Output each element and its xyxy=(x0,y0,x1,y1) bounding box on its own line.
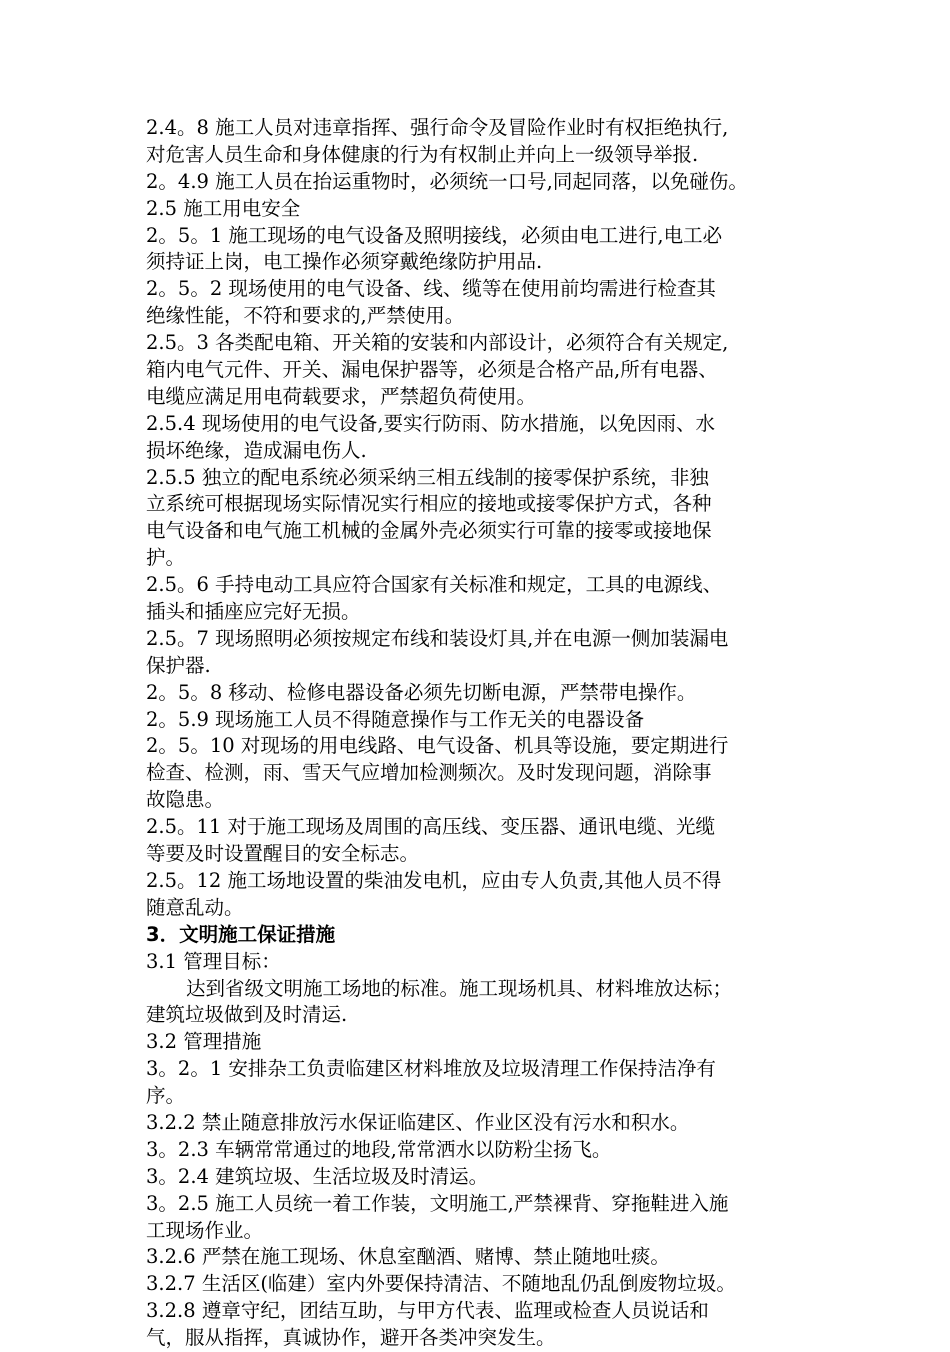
section-heading-3-2: 3.2 管理措施 xyxy=(146,1030,262,1054)
text-line: 插头和插座应完好无损。 xyxy=(146,600,361,624)
text-line: 3.2.6 严禁在施工现场、休息室酗酒、赌博、禁止随地吐痰。 xyxy=(146,1245,670,1269)
text-line: 气，服从指挥，真诚协作，避开各类冲突发生。 xyxy=(146,1326,556,1350)
section-heading-3: 3．文明施工保证措施 xyxy=(146,922,336,946)
text-line: 故隐患。 xyxy=(146,788,225,812)
text-line: 3。2.3 车辆常常通过的地段,常常洒水以防粉尘扬飞。 xyxy=(146,1137,612,1161)
text-line: 2.5.5 独立的配电系统必须采纳三相五线制的接零保护系统，非独 xyxy=(146,465,709,489)
text-line: 损坏绝缘，造成漏电伤人. xyxy=(146,438,367,462)
text-line: 对危害人员生命和身体健康的行为有权制止并向上一级领导举报. xyxy=(146,142,699,166)
text-line: 3.2.2 禁止随意排放污水保证临建区、作业区没有污水和积水。 xyxy=(146,1110,690,1134)
text-line: 2。5。2 现场使用的电气设备、线、缆等在使用前均需进行检查其 xyxy=(146,277,716,301)
text-line: 2。5。1 施工现场的电气设备及照明接线，必须由电工进行,电工必 xyxy=(146,223,723,247)
text-line: 建筑垃圾做到及时清运. xyxy=(146,1003,348,1027)
text-line: 等要及时设置醒目的安全标志。 xyxy=(146,842,420,866)
text-line: 箱内电气元件、开关、漏电保护器等，必须是合格产品,所有电器、 xyxy=(146,358,718,382)
text-line: 绝缘性能，不符和要求的,严禁使用。 xyxy=(146,304,465,328)
section-heading-3-1: 3.1 管理目标： xyxy=(146,949,281,973)
text-line: 2。5。10 对现场的用电线路、电气设备、机具等设施，要定期进行 xyxy=(146,734,729,758)
section-heading-2-5: 2.5 施工用电安全 xyxy=(146,196,301,220)
text-line: 2.5。6 手持电动工具应符合国家有关标准和规定，工具的电源线、 xyxy=(146,573,723,597)
text-line: 序。 xyxy=(146,1084,186,1108)
text-line: 2.5。7 现场照明必须按规定布线和装设灯具,并在电源一侧加装漏电 xyxy=(146,626,729,650)
text-line: 达到省级文明施工场地的标准。施工现场机具、材料堆放达标； xyxy=(186,976,733,1000)
text-line: 2。4.9 施工人员在抬运重物时，必须统一口号,同起同落，以免碰伤。 xyxy=(146,169,748,193)
text-line: 3。2。1 安排杂工负责临建区材料堆放及垃圾清理工作保持洁净有 xyxy=(146,1057,716,1081)
text-line: 电缆应满足用电荷载要求，严禁超负荷使用。 xyxy=(146,384,537,408)
text-line: 2.5。12 施工场地设置的柴油发电机，应由专人负责,其他人员不得 xyxy=(146,868,722,892)
text-line: 3.2.7 生活区(临建）室内外要保持清洁、不随地乱仍乱倒废物垃圾。 xyxy=(146,1272,736,1296)
document-page xyxy=(146,115,814,1352)
text-line: 3。2.4 建筑垃圾、生活垃圾及时清运。 xyxy=(146,1164,489,1188)
text-line: 2.5。3 各类配电箱、开关箱的安装和内部设计，必须符合有关规定, xyxy=(146,331,729,355)
text-line: 随意乱动。 xyxy=(146,895,244,919)
text-line: 护。 xyxy=(146,546,186,570)
text-line: 3.2.8 遵章守纪，团结互助，与甲方代表、监理或检查人员说话和 xyxy=(146,1299,709,1323)
text-line: 立系统可根据现场实际情况实行相应的接地或接零保护方式，各种 xyxy=(146,492,712,516)
text-line: 电气设备和电气施工机械的金属外壳必须实行可靠的接零或接地保 xyxy=(146,519,712,543)
text-line: 检查、检测，雨、雪天气应增加检测频次。及时发现问题，消除事 xyxy=(146,761,712,785)
text-line: 2。5.9 现场施工人员不得随意操作与工作无关的电器设备 xyxy=(146,707,645,731)
text-line: 2.5.4 现场使用的电气设备,要实行防雨、防水措施，以免因雨、水 xyxy=(146,411,716,435)
text-line: 2。5。8 移动、检修电器设备必须先切断电源，严禁带电操作。 xyxy=(146,680,697,704)
text-line: 2.4。8 施工人员对违章指挥、强行命令及冒险作业时有权拒绝执行, xyxy=(146,116,729,139)
text-line: 3。2.5 施工人员统一着工作装，文明施工,严禁裸背、穿拖鞋进入施 xyxy=(146,1191,729,1215)
text-line: 工现场作业。 xyxy=(146,1218,264,1242)
text-line: 保护器. xyxy=(146,653,211,677)
text-line: 2.5。11 对于施工现场及周围的高压线、变压器、通讯电缆、光缆 xyxy=(146,815,716,839)
text-line: 须持证上岗，电工操作必须穿戴绝缘防护用品. xyxy=(146,250,543,274)
